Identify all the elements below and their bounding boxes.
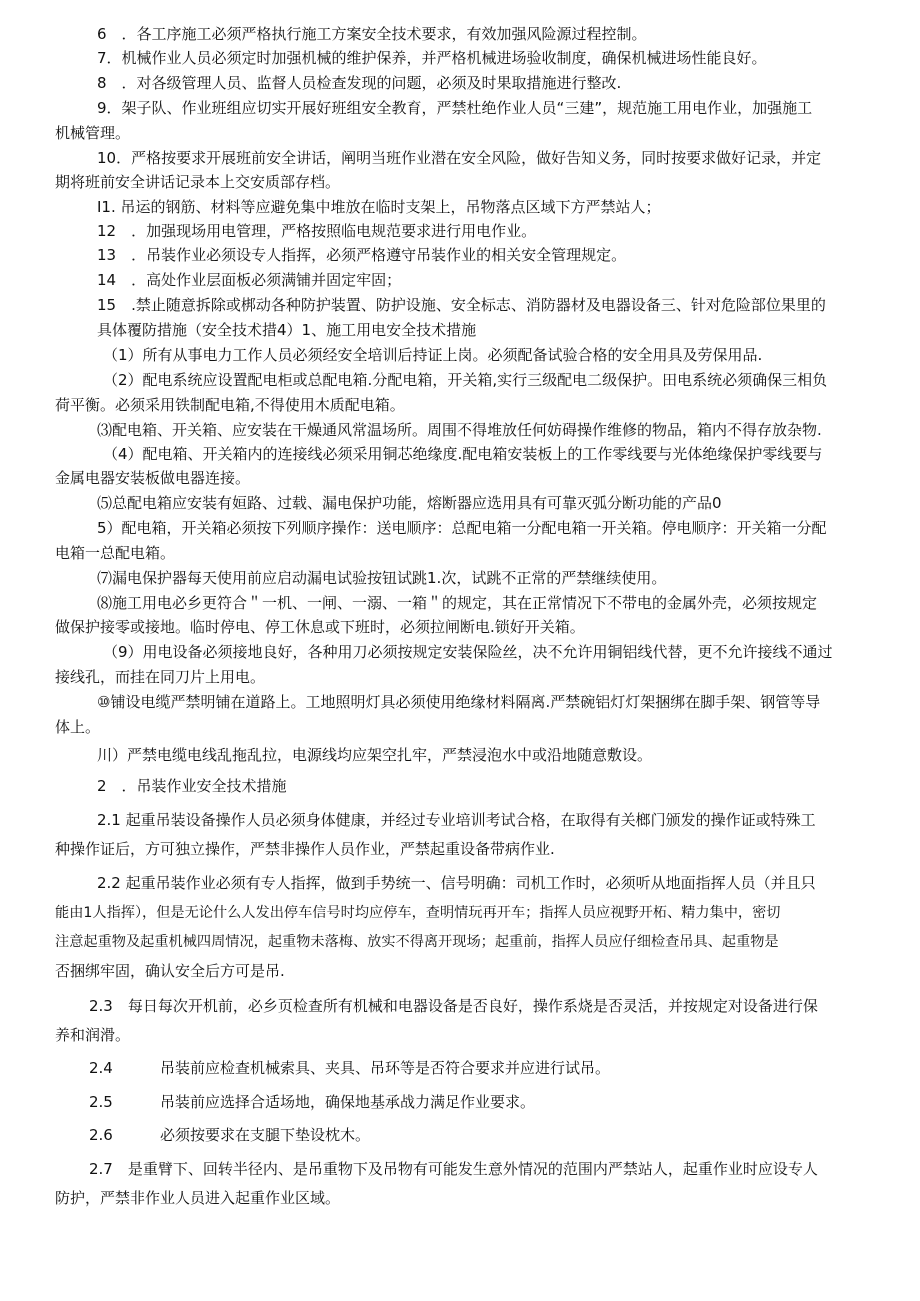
electric-measure-4: （4）配电箱、开关箱内的连接线必须采用铜芯绝缘度.配电箱安装板上的工作零线要与光体绝缘保护零线要与 <box>103 445 823 463</box>
electric-measure-11: 川）严禁电缆电线乱拖乱拉，电源线均应架空扎牢，严禁浸泡水中或沿地随意敷设。 <box>97 746 653 764</box>
lifting-2-2-cont-1: 能由1人指挥），但是无论什么人发出停车信号时均应停车，查明情玩再开车；指挥人员应视野开柘、精力集中，密切 <box>55 905 781 921</box>
electric-measure-8-cont: 做保护接零或接地。临时停电、停工休息或下班时，必须拉闸断电.锁好开关箱。 <box>55 618 585 636</box>
lifting-2-3-cont: 养和润滑。 <box>55 1026 131 1044</box>
lifting-2-1-cont: 种操作证后，方可独立操作，严禁非操作人员作业，严禁起重设备带病作业. <box>55 840 555 858</box>
lifting-2-6-text: 必须按要求在支腿下垫设枕木。 <box>160 1126 371 1144</box>
clause-15: 15 .禁止随意拆除或梆动各种防护装置、防护设施、安全标志、消防器材及电器设备三、针对危险部位果里的 <box>97 296 826 314</box>
lifting-2-4-text: 吊装前应检查机械索具、夹具、吊环等是否符合要求并应进行试吊。 <box>160 1059 611 1077</box>
lifting-2-4-number: 2.4 <box>89 1059 113 1077</box>
lifting-2-2: 2.2 起重吊装作业必须有专人指挥，做到手势统一、信号明确：司机工作时，必须听从地面指挥人员（并且只 <box>97 874 816 892</box>
electric-measure-5b-cont: 电箱一总配电箱。 <box>55 544 176 562</box>
lifting-2-5-number: 2.5 <box>89 1093 113 1111</box>
electric-measure-10-cont: 体上。 <box>55 718 101 736</box>
electric-measure-9: （9）用电设备必须接地良好，各种用刀必须按规定安装保险丝，决不允许用铜铝线代替，更不允许接线不通过 <box>103 643 833 661</box>
clause-11: I1. 吊运的钢筋、材料等应避免集中堆放在临时支架上，吊物落点区域下方严禁站人； <box>97 198 661 216</box>
electric-measure-2: （2）配电系统应设置配电柜或总配电箱.分配电箱，开关箱,实行三级配电二级保护。田电系统必须确保三相负 <box>103 371 828 389</box>
electric-measure-5b: 5）配电箱，开关箱必须按下列顺序操作：送电顺序：总配电箱一分配电箱一开关箱。停电顺序：开关箱一分配 <box>97 519 827 537</box>
electric-measure-5a: ⑸总配电箱应安装有姮路、过载、漏电保护功能，熔断器应选用具有可靠灭弧分断功能的产品0 <box>97 494 722 512</box>
clause-10: 10．严格按要求开展班前安全讲话，阐明当班作业潜在安全风险，做好告知义务，同时按要求做好记录，并定 <box>97 149 822 167</box>
lifting-2-3: 2.3 每日每次开机前，必乡页检查所有机械和电器设备是否良好，操作系烧是否灵活，并按规定对设备进行保 <box>89 997 818 1015</box>
clause-10-cont: 期将班前安全讲话记录本上交安质部存档。 <box>55 173 341 191</box>
section-2-heading: 2 ．吊装作业安全技术措施 <box>97 777 287 795</box>
lifting-2-6-number: 2.6 <box>89 1126 113 1144</box>
lifting-2-2-cont-2: 注意起重物及起重机械四周情况，起重物未落梅、放实不得离开现场；起重前，指挥人员应仔细检查吊具、起重物是 <box>55 934 779 950</box>
lifting-2-1: 2.1 起重吊装设备操作人员必须身体健康，并经过专业培训考试合格，在取得有关榔门颁发的操作证或特殊工 <box>97 811 816 829</box>
electric-measure-1: （1）所有从事电力工作人员必须经安全培训后持证上岗。必须配备试验合格的安全用具及劳保用品. <box>103 346 763 364</box>
clause-14: 14 ．高处作业层面板必须满铺并固定牢固； <box>97 271 402 289</box>
clause-13: 13 ．吊装作业必须设专人指挥，必须严格遵守吊装作业的相关安全管理规定。 <box>97 246 627 264</box>
lifting-2-2-cont-3: 否捆绑牢固，确认安全后方可是吊. <box>55 962 285 980</box>
electric-measure-2-cont: 荷平衡。必须采用铁制配电箱,不得使用木质配电箱。 <box>55 396 405 414</box>
clause-9-cont: 机械管理。 <box>55 124 131 142</box>
electric-measure-7: ⑺漏电保护器每天使用前应启动漏电试验按钮试跳1.次，试跳不正常的严禁继续使用。 <box>97 569 667 587</box>
electric-measure-4-cont: 金属电器安装板做电器连接。 <box>55 469 251 487</box>
clause-15-cont: 具体覆防措施（安全技术措4）1、施工用电安全技术措施 <box>97 321 477 339</box>
clause-8: 8 ．对各级管理人员、监督人员检查发现的问题，必须及时果取措施进行整改. <box>97 74 622 92</box>
lifting-2-5-text: 吊装前应选择合适场地，确保地基承战力满足作业要求。 <box>160 1093 536 1111</box>
electric-measure-10: ⑩铺设电缆严禁明铺在道路上。工地照明灯具必须使用绝缘材料隔离.严禁碗铝灯灯架捆绑在脚手架、钢管等导 <box>97 693 821 711</box>
clause-12: 12 ．加强现场用电管理，严格按照临电规范要求进行用电作业。 <box>97 222 537 240</box>
lifting-2-7-cont: 防护，严禁非作业人员进入起重作业区域。 <box>55 1189 341 1207</box>
electric-measure-9-cont: 接线孔，而挂在同刀片上用电。 <box>55 668 266 686</box>
clause-9: 9．架子队、作业班组应切实开展好班组安全教育，严禁杜绝作业人员“三建”，规范施工用电作业，加强施工 <box>97 99 813 117</box>
lifting-2-7: 2.7 是重臂下、回转半径内、是吊重物下及吊物有可能发生意外情况的范围内严禁站人，起重作业时应设专人 <box>89 1160 818 1178</box>
clause-6: 6 ．各工序施工必须严格执行施工方案安全技术要求，有效加强风险源过程控制。 <box>97 25 647 43</box>
electric-measure-8: ⑻施工用电必乡更符合＂一机、一闸、一溺、一箱＂的规定，其在正常情况下不带电的金属外壳，必须按规定 <box>97 594 818 612</box>
clause-7: 7．机械作业人员必须定时加强机械的维护保养，并严格机械进场验收制度，确保机械进场性能良好。 <box>97 49 767 67</box>
electric-measure-3: ⑶配电箱、开关箱、应安装在干燥通风常温场所。周围不得堆放任何妨碍操作维修的物品，箱内不得存放杂物. <box>97 421 822 439</box>
